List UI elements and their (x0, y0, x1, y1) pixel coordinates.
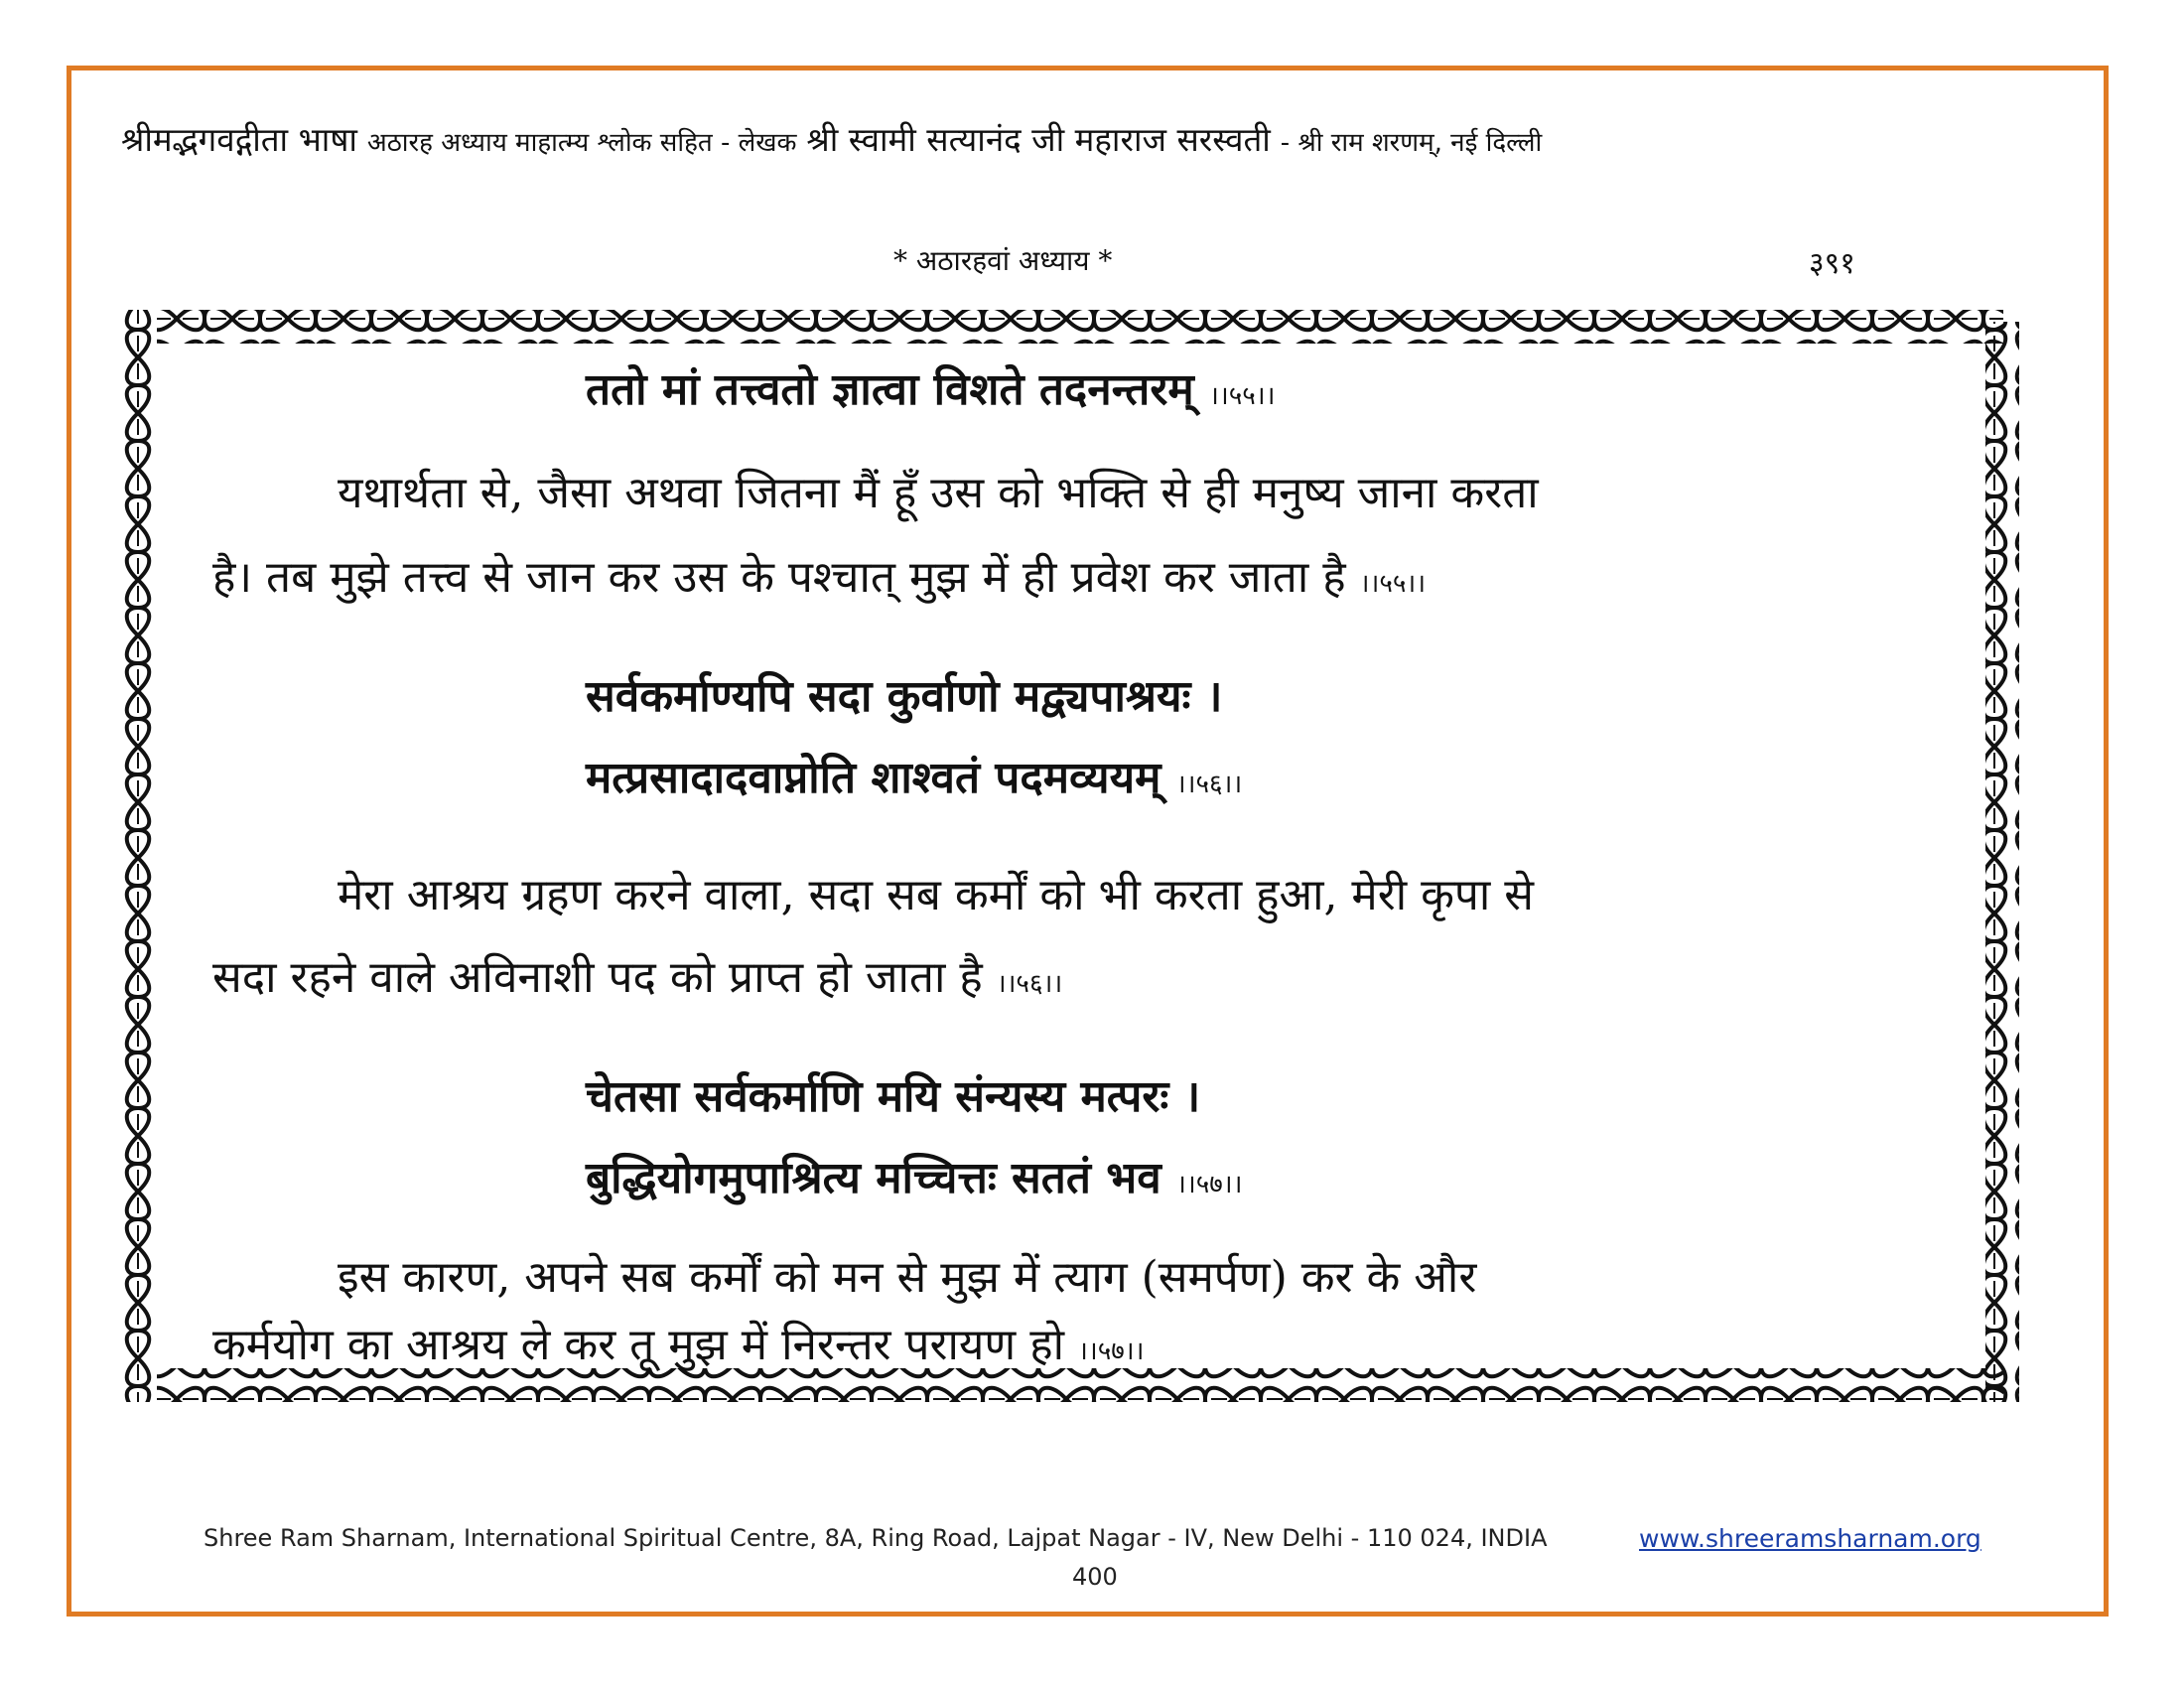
footer-address: Shree Ram Sharnam, International Spiritual Centre, 8A, Ring Road, Lajpat Nagar - IV, New Delhi - 110 024, INDIA (204, 1524, 1548, 1552)
verse-57-line-1: चेतसा सर्वकर्माणि मयि संन्यस्य मत्परः । (586, 1071, 1201, 1122)
verse-56-line-2 (586, 746, 1242, 805)
header-author: श्री स्वामी सत्यानंद जी महाराज सरस्वती (806, 120, 1271, 159)
translation-57-text: कर्मयोग का आश्रय ले कर तू मुझ में निरन्तर परायण हो (212, 1320, 1064, 1370)
translation-55-line-1: यथार्थता से, जैसा अथवा जितना मैं हूँ उस को भक्ति से ही मनुष्य जाना करता (338, 468, 1539, 518)
verse-56-number: ।।५६।। (1175, 770, 1243, 799)
header-publisher: - श्री राम शरणम्, नई दिल्ली (1280, 128, 1543, 158)
translation-56-line-2 (212, 945, 1062, 1005)
translation-57-line-1: इस कारण, अपने सब कर्मों को मन से मुझ में त्याग (समर्पण) कर के और (338, 1252, 1477, 1303)
footer-page-number: 400 (1072, 1563, 1118, 1591)
chapter-title: * अठारहवां अध्याय * (893, 244, 1113, 277)
verse-57-line-2 (586, 1146, 1242, 1205)
verse-55-number: ।।५५।। (1208, 381, 1276, 411)
verse-55-line (586, 357, 1275, 417)
header-subtitle: अठारह अध्याय माहात्म्य श्लोक सहित - लेखक (366, 128, 797, 158)
translation-56-number: ।।५६।। (996, 969, 1063, 999)
translation-57-line-2 (212, 1313, 1144, 1372)
book-page-number: ३९१ (1809, 246, 1855, 281)
translation-56-line-1: मेरा आश्रय ग्रहण करने वाला, सदा सब कर्मों को भी करता हुआ, मेरी कृपा से (338, 870, 1535, 920)
translation-56-text: सदा रहने वाले अविनाशी पद को प्राप्त हो जाता है (212, 952, 983, 1003)
translation-57-number: ।।५७।। (1078, 1336, 1145, 1366)
verse-57-number: ।।५७।। (1176, 1170, 1243, 1199)
translation-55-line-2 (212, 545, 1426, 605)
footer-website-link[interactable]: www.shreeramsharnam.org (1639, 1524, 1981, 1553)
scanned-page-image (121, 302, 2025, 1412)
translation-55-text: है। तब मुझे तत्त्व से जान कर उस के पश्चात् मुझ में ही प्रवेश कर जाता है (212, 552, 1346, 603)
translation-55-number: ।।५५।। (1359, 569, 1427, 599)
page-header (121, 116, 2087, 161)
verse-57-text: बुद्धियोगमुपाश्रित्य मच्चित्तः सततं भव (586, 1153, 1161, 1203)
verse-56-text: मत्प्रसादादवाप्नोति शाश्वतं पदमव्ययम् (586, 753, 1161, 803)
verse-56-line-1: सर्वकर्माण्यपि सदा कुर्वाणो मद्व्यपाश्रयः । (586, 671, 1223, 722)
header-title-gita: श्रीमद्भगवद्गीता भाषा (121, 120, 357, 159)
verse-55-text: ततो मां तत्त्वतो ज्ञात्वा विशते तदनन्तरम् (586, 364, 1194, 415)
